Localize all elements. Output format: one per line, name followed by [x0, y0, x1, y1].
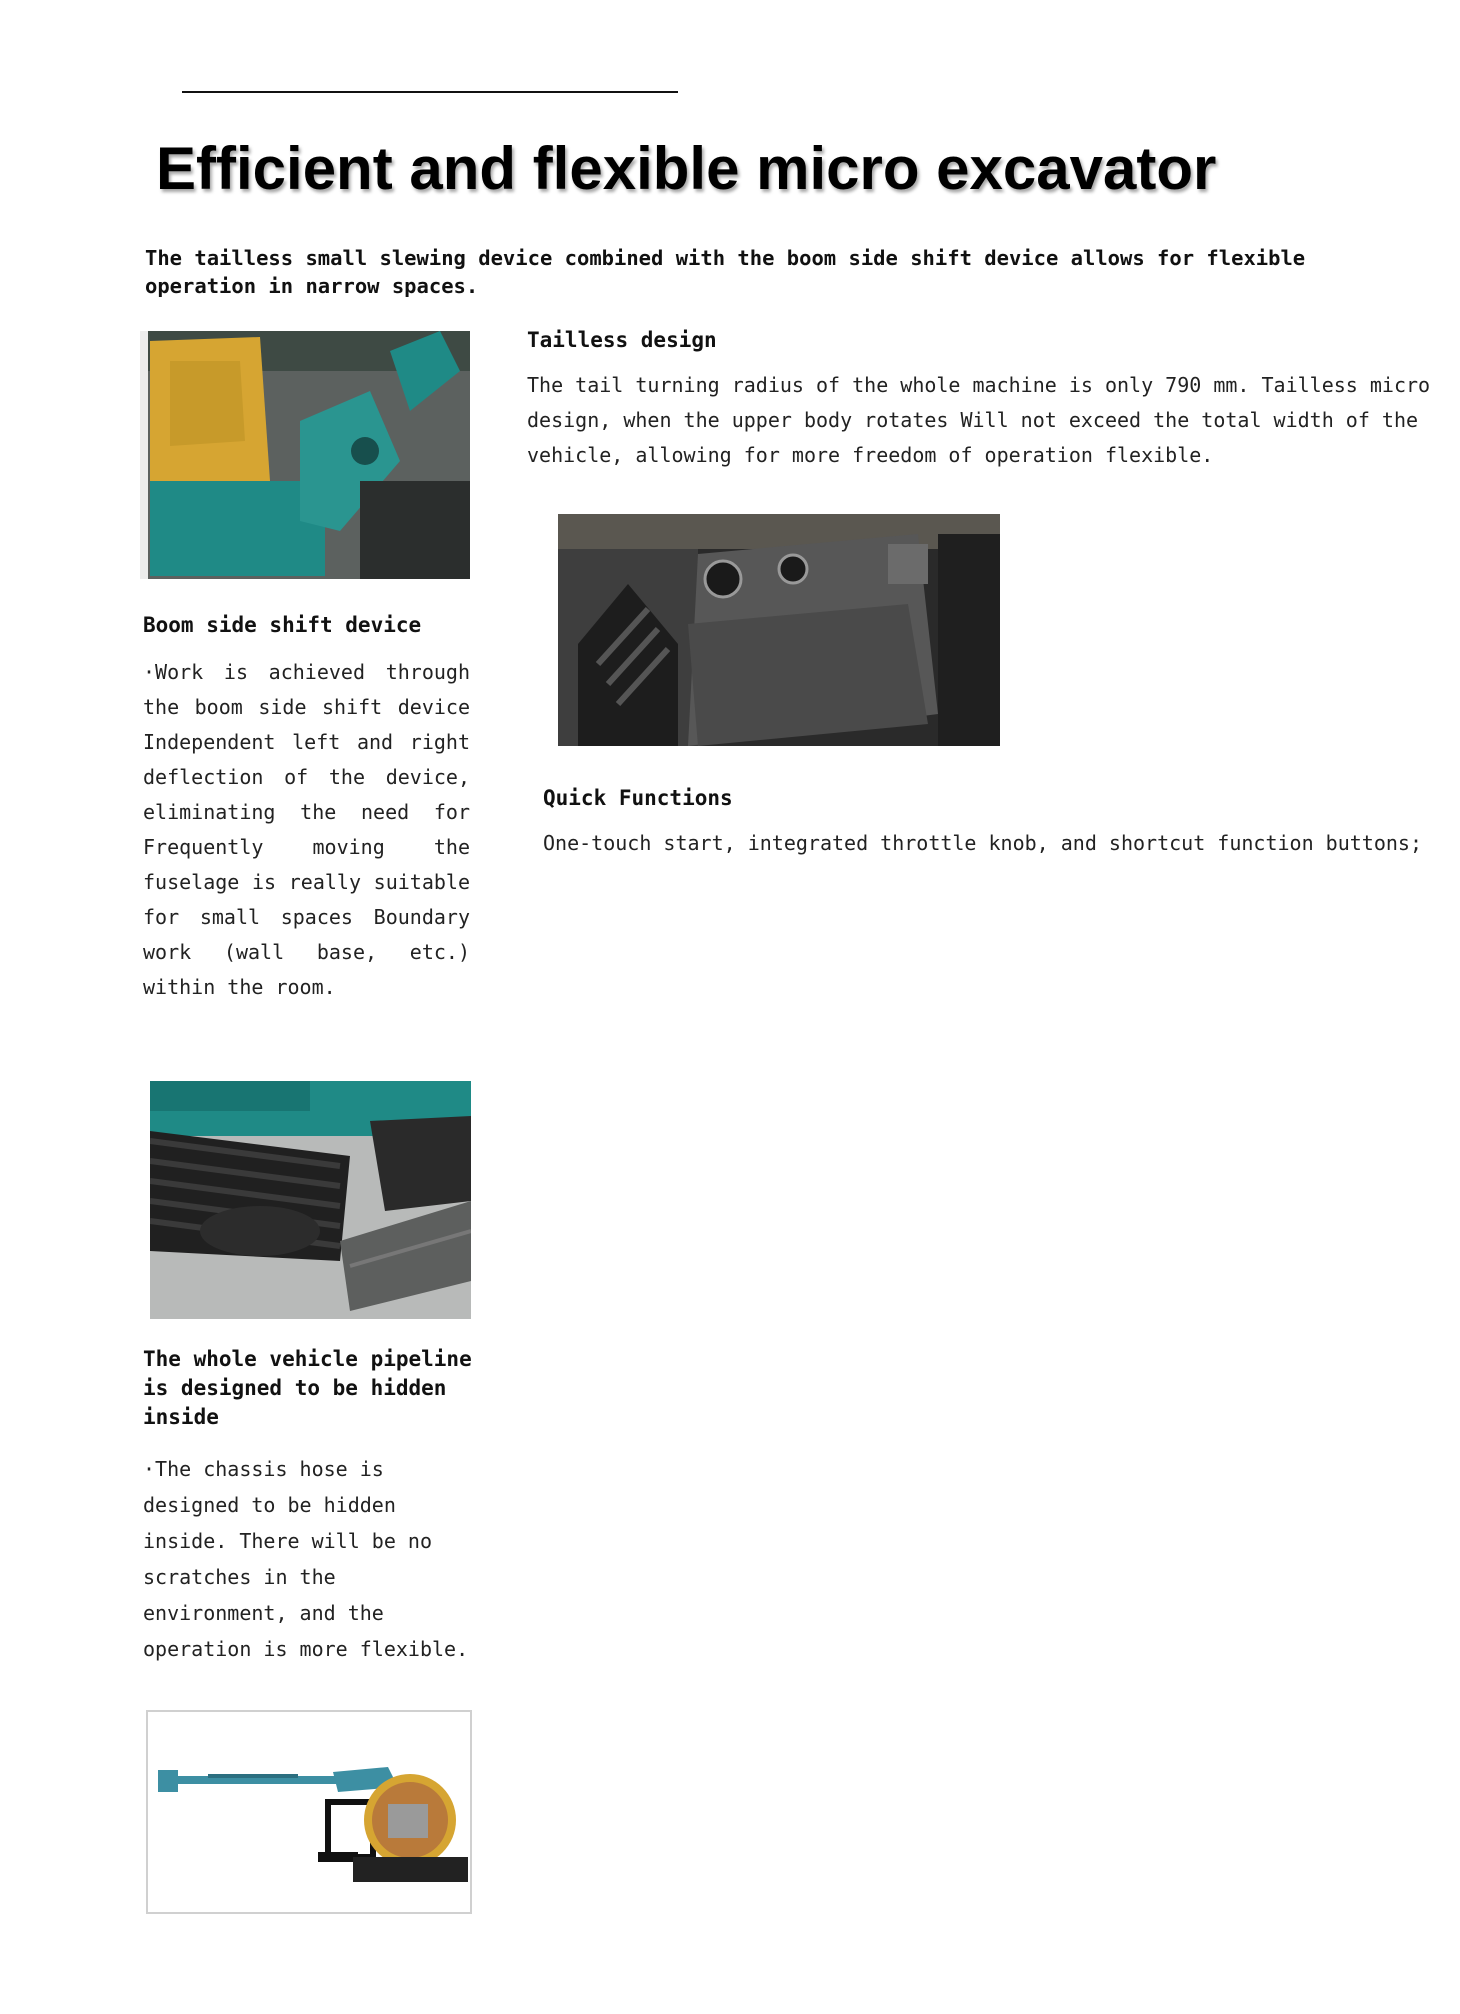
top-rule	[182, 91, 678, 93]
tailless-body: The tail turning radius of the whole machine is only 790 mm. Tailless micro design, when the upper body rotates Will not exceed the total width of the vehicle, allowing for more freedom of operation flexible.	[527, 373, 1431, 467]
boom-shift-heading: Boom side shift device	[143, 613, 422, 637]
control-panel-photo	[558, 514, 1000, 746]
quick-functions-heading: Quick Functions	[543, 786, 733, 810]
tailless-heading: Tailless design	[527, 328, 717, 352]
intro-paragraph: The tailless small slewing device combined with the boom side shift device allows for flexible operation in narrow spaces.	[145, 246, 1306, 298]
arm-diagram-photo	[146, 1710, 472, 1914]
chassis-photo	[150, 1081, 471, 1319]
pipeline-body: ·The chassis hose is designed to be hidden inside. There will be no scratches in the environment, and the operation is more flexible.	[143, 1457, 469, 1661]
boom-side-shift-photo	[140, 331, 470, 579]
boom-shift-body: ·Work is achieved through the boom side shift device Independent left and right deflection of the device, eliminating the need for Frequently moving the fuselage is really suitable for small spaces Boundary work (wall base, etc.) within the room.	[143, 660, 470, 999]
quick-functions-body: One-touch start, integrated throttle knob, and shortcut function buttons;	[543, 831, 1422, 855]
page-title: Efficient and flexible micro excavator	[156, 135, 1217, 202]
pipeline-heading: The whole vehicle pipeline is designed to be hidden inside	[143, 1347, 472, 1429]
